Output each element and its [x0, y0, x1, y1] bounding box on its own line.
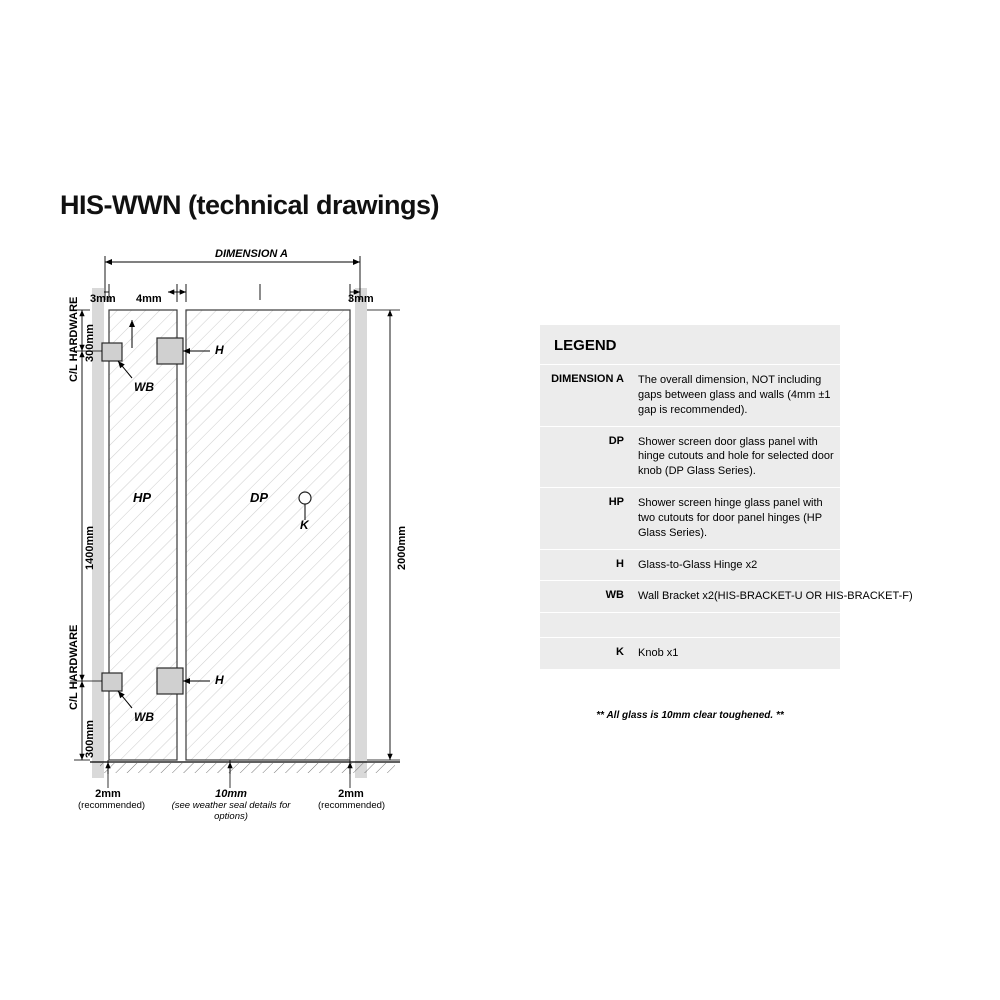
callout-wb-bottom: WB	[134, 710, 154, 724]
dim-300-top: 300mm	[84, 324, 96, 362]
legend-key: DIMENSION A	[551, 373, 624, 385]
legend-panel	[540, 325, 913, 669]
legend-key	[540, 613, 632, 637]
cl-hardware-bottom-label: C/L HARDWARE	[68, 624, 80, 710]
callout-h-top: H	[215, 343, 224, 357]
drawing-svg	[60, 240, 480, 840]
panel-label-dp: DP	[250, 490, 269, 505]
legend-value: Wall Bracket x2(HIS-BRACKET-U OR HIS-BRACKET-F)	[638, 590, 913, 603]
legend-row	[540, 581, 913, 613]
bottom-note-middle	[170, 788, 292, 822]
legend-value: Shower screen door glass panel with hinge cutouts and hole for selected door knob (DP Glass Series).	[638, 435, 834, 478]
bottom-note-left-value: 2mm	[95, 788, 121, 800]
legend-key: H	[616, 557, 624, 570]
legend-value: Glass-to-Glass Hinge x2	[638, 558, 758, 571]
legend-row	[540, 550, 840, 582]
bottom-note-left-text: (recommended)	[78, 800, 146, 811]
callout-wb-top: WB	[134, 380, 154, 394]
legend-title: LEGEND	[540, 325, 840, 365]
dimension-a-label: DIMENSION A	[215, 248, 288, 260]
cl-hardware-top-label: C/L HARDWARE	[68, 296, 80, 382]
legend-key: HP	[608, 496, 624, 509]
technical-drawing	[60, 240, 480, 840]
legend-value	[632, 613, 642, 637]
dim-300-bottom: 300mm	[84, 720, 96, 758]
legend-value: Shower screen hinge glass panel with two cutouts for door panel hinges (HP Glass Series).	[638, 497, 823, 539]
legend-value: The overall dimension, NOT including gaps between glass and walls (4mm ±1 gap is recommended).	[638, 374, 831, 416]
legend-footnote: ** All glass is 10mm clear toughened. **	[596, 710, 784, 721]
bottom-note-middle-text: (see weather seal details for options)	[171, 800, 291, 822]
dim-1400: 1400mm	[84, 525, 96, 570]
bottom-note-right-value: 2mm	[338, 788, 364, 800]
bottom-note-left	[78, 788, 146, 811]
legend-value: Knob x1	[638, 647, 679, 660]
gap-label-middle: 4mm	[136, 293, 162, 305]
gap-label-left: 3mm	[90, 293, 116, 305]
legend-key: DP	[608, 434, 624, 447]
dim-2000: 2000mm	[396, 525, 408, 570]
bottom-note-middle-value: 10mm	[215, 788, 247, 800]
page-title: HIS-WWN (technical drawings)	[60, 190, 440, 220]
gap-label-right: 3mm	[348, 293, 374, 305]
legend-row	[540, 427, 840, 489]
callout-k: K	[300, 518, 309, 532]
legend-key: K	[616, 646, 624, 659]
panel-label-hp: HP	[133, 490, 152, 505]
callout-h-bottom: H	[215, 673, 224, 687]
legend-row	[540, 638, 840, 669]
legend-row-spacer	[540, 613, 840, 638]
legend-row	[540, 488, 840, 550]
bottom-note-right	[318, 788, 384, 811]
bottom-note-right-text: (recommended)	[318, 800, 386, 811]
legend-row	[540, 365, 840, 427]
legend-key: WB	[605, 589, 624, 602]
